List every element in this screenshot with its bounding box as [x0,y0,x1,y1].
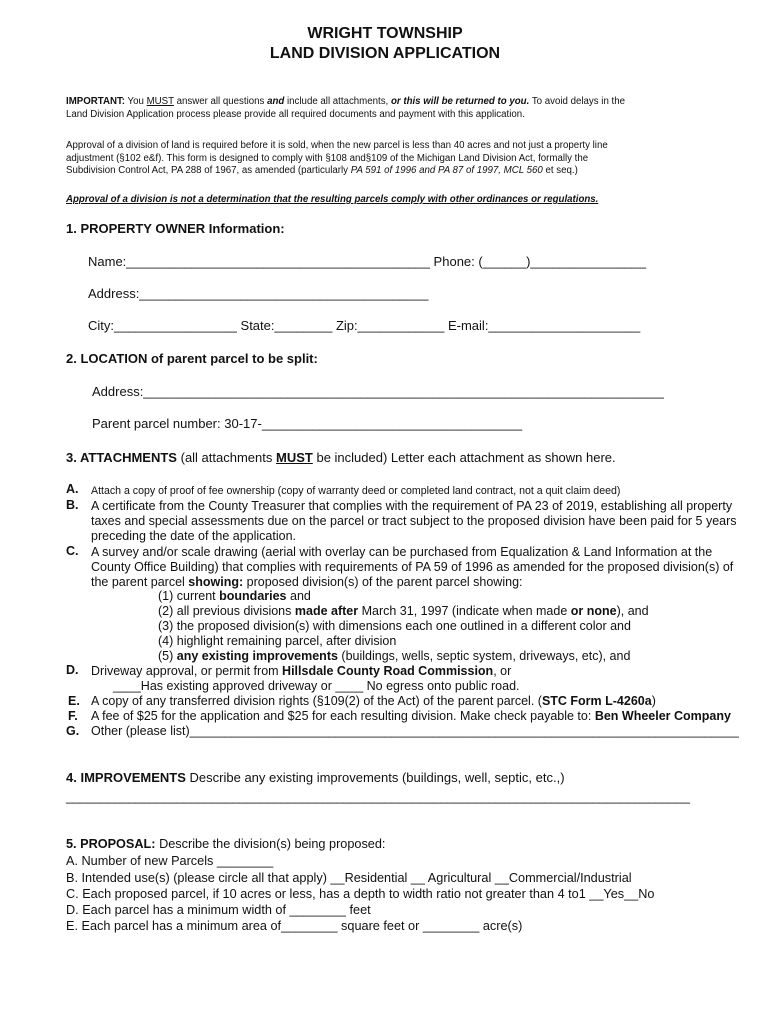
must-emphasis: MUST [146,96,174,107]
attachment-c-item1: (1) current boundaries and [158,589,311,603]
driveway-options[interactable]: ____Has existing approved driveway or ____ No egress onto public road. [113,679,520,693]
attachment-b-line3: preceding the date of the application. [91,529,297,543]
attachment-e-text: A copy of any transferred division rights (§109(2) of the Act) of the parent parcel. (STC Form L-4260a) [91,694,656,708]
important-label: IMPORTANT: [66,96,126,107]
attachment-c-letter: C. [66,544,79,558]
attachment-d-line1: Driveway approval, or permit from Hillsdale County Road Commission, or [91,664,512,678]
approval-paragraph: Approval of a division of land is required before it is sold, when the new parcel is less than 40 acres and not just a property line adjustment (§102 e&f). This form is designed to comply with §108 and§109 of the Michigan Land Division Act, formally the Subdivision Control Act, PA 288 of 1967, as amended (particularly PA 591 of 1996 and PA 87 of 1997, MCL 560 et seq.) [66,140,608,177]
attachment-d-letter: D. [66,663,79,677]
attachment-g-other-field[interactable]: Other (please list)_______________________________________________________________________________ [91,724,739,738]
improvements-field[interactable]: __________________________________________________________________________________________ [66,789,690,804]
attachment-e-letter: E. [68,694,80,708]
disclaimer-text: Approval of a division is not a determination that the resulting parcels comply with other ordinances or regulations. [66,194,599,205]
proposal-minimum-area[interactable]: E. Each parcel has a minimum area of________ square feet or ________ acre(s) [66,919,523,933]
attachment-c-item3: (3) the proposed division(s) with dimensions each one outlined in a different color and [158,619,631,633]
section2-heading: 2. LOCATION of parent parcel to be split: [66,351,318,366]
attachment-b-letter: B. [66,498,79,512]
section4-heading: 4. IMPROVEMENTS Describe any existing improvements (buildings, well, septic, etc.,) [66,770,565,785]
attachment-c-line3: the parent parcel showing: proposed division(s) of the parent parcel showing: [91,575,523,589]
important-notice: IMPORTANT: You MUST answer all questions and include all attachments, or this will be returned to you. To avoid delays in the Land Division Application process please provide all required documents and payment with this application. [66,96,625,120]
proposal-minimum-width[interactable]: D. Each parcel has a minimum width of ________ feet [66,903,371,917]
proposal-depth-width-ratio[interactable]: C. Each proposed parcel, if 10 acres or less, has a depth to width ratio not greater than 4 to1 __Yes__No [66,887,655,901]
attachment-f-letter: F. [68,709,78,723]
form-title-line2: LAND DIVISION APPLICATION [269,45,501,62]
attachment-a-text: Attach a copy of proof of fee ownership (copy of warranty deed or completed land contract, not a quit claim deed) [91,485,621,497]
attachment-c-line1: A survey and/or scale drawing (aerial with overlay can be purchased from Equalization & Land Information at the [91,545,713,559]
attachment-c-item4: (4) highlight remaining parcel, after division [158,634,397,648]
attachment-g-letter: G. [66,724,80,738]
attachment-f-text: A fee of $25 for the application and $25 for each resulting division. Make check payable to: Ben Wheeler Company [91,709,731,723]
parent-parcel-number-field[interactable]: Parent parcel number: 30-17-____________________________________ [92,416,523,431]
attachment-a-letter: A. [66,482,79,496]
owner-name-phone-field[interactable]: Name:__________________________________________ Phone: (______)________________ [88,254,647,269]
section1-heading: 1. PROPERTY OWNER Information: [66,221,285,236]
proposal-number-of-parcels[interactable]: A. Number of new Parcels ________ [66,854,274,868]
attachment-b-line1: A certificate from the County Treasurer that complies with the requirement of PA 23 of 2019, establishing all property [91,499,733,513]
section3-heading: 3. ATTACHMENTS (all attachments MUST be included) Letter each attachment as shown here. [66,450,616,465]
attachment-c-line2: County Office Building) that complies with requirements of PA 59 of 1996 as amended for the proposed division(s) of [91,560,734,574]
attachment-c-item2: (2) all previous divisions made after March 31, 1997 (indicate when made or none), and [158,604,649,618]
parcel-address-field[interactable]: Address:________________________________________________________________________ [92,384,664,399]
section5-heading: 5. PROPOSAL: Describe the division(s) being proposed: [66,837,386,851]
attachment-c-item5: (5) any existing improvements (buildings, wells, septic system, driveways, etc), and [158,649,631,663]
owner-city-state-zip-email-field[interactable]: City:_________________ State:________ Zip:____________ E-mail:_____________________ [88,318,641,333]
form-title-line1: WRIGHT TOWNSHIP [307,25,463,42]
owner-address-field[interactable]: Address:________________________________________ [88,286,429,301]
proposal-intended-use[interactable]: B. Intended use(s) (please circle all that apply) __Residential __ Agricultural __Commercial/Industrial [66,871,632,885]
attachment-b-line2: taxes and special assessments due on the parcel or tract subject to the proposed division have been paid for 5 years [91,514,737,528]
